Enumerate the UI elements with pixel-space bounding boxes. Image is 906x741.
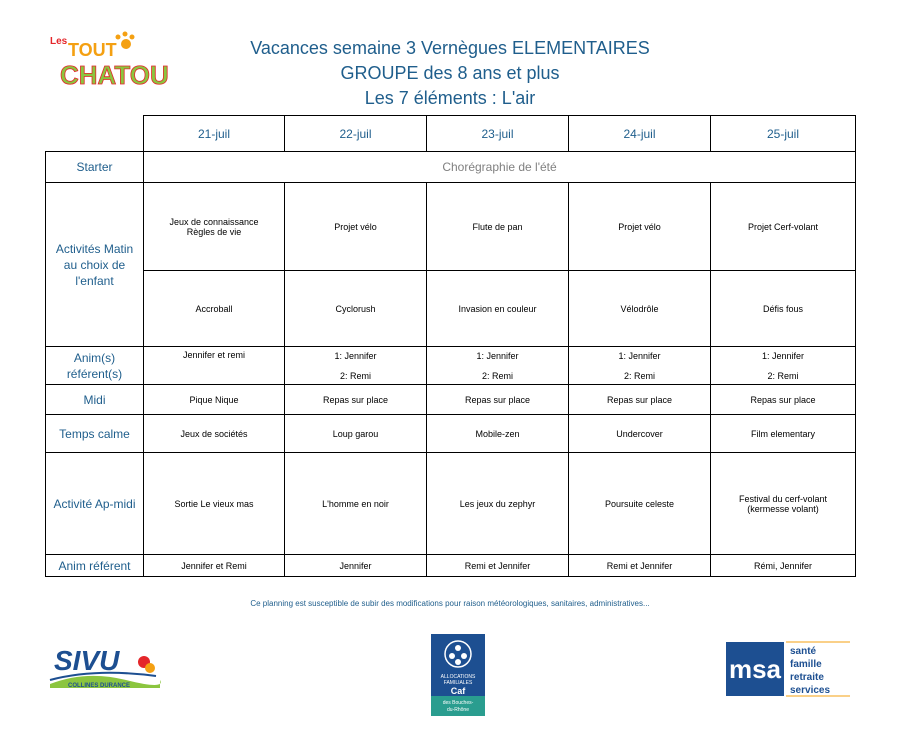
svg-text:TOUT: TOUT bbox=[68, 40, 117, 60]
row-label-apmidi: Activité Ap-midi bbox=[46, 453, 144, 555]
row-label-starter: Starter bbox=[46, 152, 144, 183]
title-line-1: Vacances semaine 3 Vernègues ELEMENTAIRES bbox=[250, 38, 650, 58]
animref-cell: Jennifer bbox=[285, 555, 427, 577]
sivu-logo bbox=[46, 640, 162, 696]
animref-row bbox=[46, 555, 856, 577]
caf-text-4: des Bouches- bbox=[442, 700, 474, 706]
anim-referent-cell bbox=[427, 347, 569, 385]
corner-cell bbox=[46, 116, 144, 152]
day-header: 24-juil bbox=[569, 116, 711, 152]
apmidi-cell-last bbox=[711, 453, 856, 555]
msa-word: services bbox=[790, 685, 831, 696]
morning-activity: Jeux de connaissance bbox=[169, 216, 259, 227]
anim-referent: Jennifer et remi bbox=[144, 347, 285, 385]
day-header: 22-juil bbox=[285, 116, 427, 152]
msa-word: famille bbox=[790, 659, 822, 670]
animref-cell: Remi et Jennifer bbox=[427, 555, 569, 577]
row-label-animref: Anim référent bbox=[46, 555, 144, 577]
morning-activity: Cyclorush bbox=[285, 271, 427, 347]
day-header: 23-juil bbox=[427, 116, 569, 152]
calme-cell: Loup garou bbox=[285, 415, 427, 453]
anim-line1: 1: Jennifer bbox=[618, 350, 661, 361]
midi-cell: Repas sur place bbox=[569, 385, 711, 415]
day-header: 21-juil bbox=[144, 116, 285, 152]
calme-cell: Film elementary bbox=[711, 415, 856, 453]
anim-line1: 1: Jennifer bbox=[334, 350, 377, 361]
msa-letters: msa bbox=[728, 654, 782, 684]
animref-cell: Jennifer et Remi bbox=[144, 555, 285, 577]
anim-label-line1: Anim(s) bbox=[73, 350, 116, 365]
caf-text-2: FAMILIALES bbox=[443, 680, 473, 686]
morning-activity: Défis fous bbox=[711, 271, 856, 347]
caf-text-5: du-Rhône bbox=[447, 707, 469, 713]
row-label-midi: Midi bbox=[46, 385, 144, 415]
anim-line2: 2: Remi bbox=[767, 370, 799, 381]
midi-cell: Repas sur place bbox=[711, 385, 856, 415]
morning-activity-extra: Règles de vie bbox=[186, 226, 242, 237]
apmidi-cell: Poursuite celeste bbox=[569, 453, 711, 555]
anim-referent-cell bbox=[285, 347, 427, 385]
planning-table bbox=[45, 115, 856, 577]
day-header: 25-juil bbox=[711, 116, 856, 152]
msa-word: santé bbox=[790, 646, 817, 657]
calme-cell: Mobile-zen bbox=[427, 415, 569, 453]
animref-cell: Rémi, Jennifer bbox=[711, 555, 856, 577]
row-label-morning bbox=[46, 183, 144, 347]
morning-label-line1: Activités Matin bbox=[55, 241, 134, 256]
anim-referent-cell bbox=[569, 347, 711, 385]
anim-line2: 2: Remi bbox=[339, 370, 371, 381]
anim-line2: 2: Remi bbox=[623, 370, 655, 381]
morning-activity: Projet vélo bbox=[569, 183, 711, 271]
days-header-row bbox=[46, 116, 856, 152]
apmidi-cell: L'homme en noir bbox=[285, 453, 427, 555]
morning-activity: Projet Cerf-volant bbox=[711, 183, 856, 271]
calme-cell: Undercover bbox=[569, 415, 711, 453]
apmidi-activity-extra: (kermesse volant) bbox=[747, 503, 819, 514]
sivu-logo-subtext: COLLINES DURANCE bbox=[68, 683, 131, 689]
starter-row bbox=[46, 152, 856, 183]
anim-line1: 1: Jennifer bbox=[761, 350, 805, 361]
msa-word: retraite bbox=[790, 672, 824, 683]
apmidi-cell: Les jeux du zephyr bbox=[427, 453, 569, 555]
midi-row bbox=[46, 385, 856, 415]
calme-row bbox=[46, 415, 856, 453]
svg-text:Les: Les bbox=[50, 36, 68, 47]
starter-activity: Chorégraphie de l'été bbox=[144, 152, 856, 183]
morning-label-line3: l'enfant bbox=[75, 273, 114, 288]
caf-logo bbox=[431, 634, 485, 716]
anim-label-line2: référent(s) bbox=[66, 366, 123, 381]
title-line-2: GROUPE des 8 ans et plus bbox=[340, 63, 560, 83]
row-label-anim bbox=[46, 347, 144, 385]
sivu-logo-text: SIVU bbox=[54, 645, 120, 676]
morning-activity: Vélodrôle bbox=[569, 271, 711, 347]
msa-logo bbox=[726, 640, 854, 698]
anim-row bbox=[46, 347, 856, 385]
apmidi-cell: Sortie Le vieux mas bbox=[144, 453, 285, 555]
anim-line1: 1: Jennifer bbox=[476, 350, 519, 361]
morning-activity: Projet vélo bbox=[285, 183, 427, 271]
caf-text-3: Caf bbox=[450, 686, 466, 696]
disclaimer-text: Ce planning est susceptible de subir des modifications pour raison météorologiques, sanitaires, administratives... bbox=[250, 599, 650, 608]
title-line-3: Les 7 éléments : L'air bbox=[364, 88, 536, 108]
apmidi-row bbox=[46, 453, 856, 555]
morning-activity-cell bbox=[144, 183, 285, 271]
morning-slot2-row bbox=[46, 271, 856, 347]
morning-activity: Invasion en couleur bbox=[427, 271, 569, 347]
midi-cell: Repas sur place bbox=[285, 385, 427, 415]
animref-cell: Remi et Jennifer bbox=[569, 555, 711, 577]
anim-line2: 2: Remi bbox=[481, 370, 513, 381]
morning-activity: Flute de pan bbox=[427, 183, 569, 271]
anim-referent-cell bbox=[711, 347, 856, 385]
midi-cell: Repas sur place bbox=[427, 385, 569, 415]
calme-cell: Jeux de sociétés bbox=[144, 415, 285, 453]
tout-chatou-logo bbox=[46, 30, 169, 92]
morning-activity: Accroball bbox=[144, 271, 285, 347]
apmidi-activity: Festival du cerf-volant bbox=[738, 493, 828, 504]
row-label-calme: Temps calme bbox=[46, 415, 144, 453]
morning-slot1-row bbox=[46, 183, 856, 271]
page-title bbox=[150, 36, 750, 111]
morning-label-line2: au choix de bbox=[63, 257, 126, 272]
svg-text:CHATOU: CHATOU bbox=[60, 60, 169, 90]
caf-text-1: ALLOCATIONS bbox=[440, 674, 476, 680]
midi-cell: Pique Nique bbox=[144, 385, 285, 415]
